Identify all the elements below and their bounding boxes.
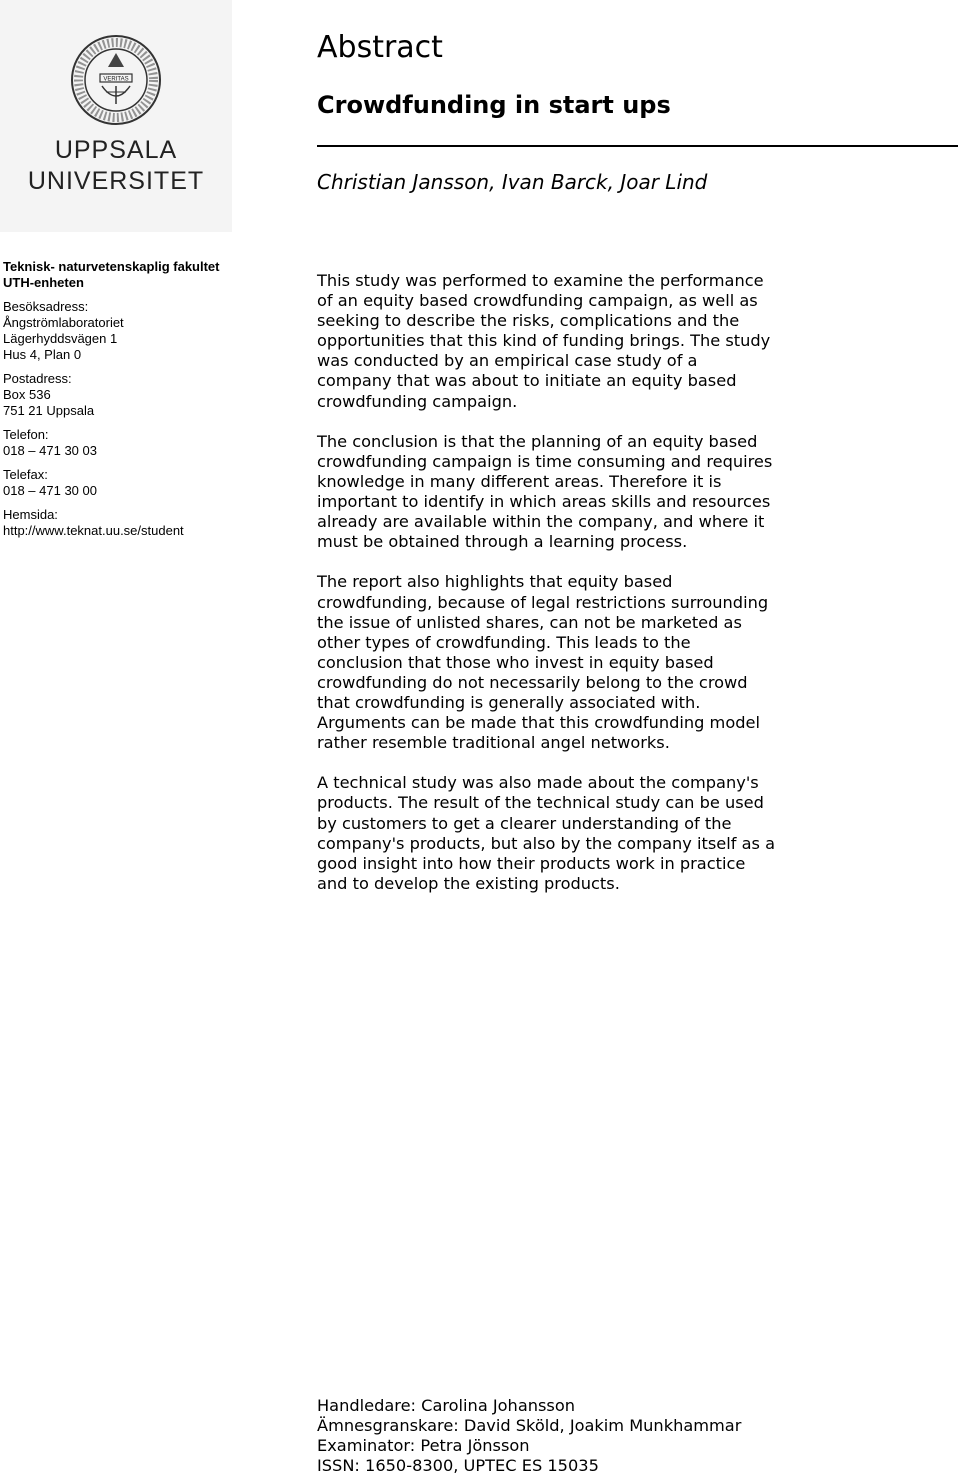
visit-line: Lägerhyddsvägen 1 [3,331,118,346]
postal-address [3,371,220,419]
fax [3,467,220,499]
faculty-unit: UTH-enheten [3,275,84,290]
website-link[interactable]: http://www.teknat.uu.se/student [3,523,184,538]
university-logo [0,0,232,232]
abstract-body [317,271,787,914]
university-seal-icon [70,34,162,126]
visit-line: Hus 4, Plan 0 [3,347,82,362]
post-line: Box 536 [3,387,51,402]
faculty-contact [3,259,220,539]
abstract-paragraph: The report also highlights that equity based crowdfunding, because of legal restrictions surrounding the issue of unlisted shares, can not be marketed as other types of crowdfunding. This leads to the conclusion that those who invest in equity based crowdfunding do not necessarily belong to the crowd that crowdfunding is generally associated with. Arguments can be made that this crowdfunding model rather resemble traditional angel networks. [317,572,769,753]
document-title: Crowdfunding in start ups [317,91,671,119]
authors: Christian Jansson, Ivan Barck, Joar Lind [317,170,708,194]
visit-address [3,299,220,363]
fax-number: 018 – 471 30 00 [3,483,97,498]
post-line: 751 21 Uppsala [3,403,95,418]
phone [3,427,220,459]
abstract-paragraph: This study was performed to examine the performance of an equity based crowdfunding campaign, as well as seeking to describe the risks, complications and the opportunities that this kind of funding brings. The study was conducted by an empirical case study of a company that was about to initiate an equity based crowdfunding campaign. [317,271,771,411]
faculty-name: Teknisk- naturvetenskaplig fakultet [3,259,220,274]
abstract-paragraph: A technical study was also made about the company's products. The result of the technical study can be used by customers to get a clearer understanding of the company's products, but also by the company itself as a good insight into how their products work in practice and to develop the existing products. [317,773,776,893]
supervisor: Handledare: Carolina Johansson [317,1396,576,1415]
post-label: Postadress: [3,371,72,386]
subject-reviewer: Ämnesgranskare: David Sköld, Joakim Munkhammar [317,1416,742,1436]
visit-label: Besöksadress: [3,299,89,314]
title-divider [317,145,958,147]
university-name-line2: UNIVERSITET [27,167,205,195]
abstract-paragraph: The conclusion is that the planning of an equity based crowdfunding campaign is time consuming and requires knowledge in many different areas. Therefore it is important to identify in which areas skills and resources already are available within the company, and where it must be obtained through a learning process. [317,431,773,552]
university-name-line1: UPPSALA [54,136,178,164]
abstract-heading: Abstract [317,30,443,65]
phone-number: 018 – 471 30 03 [3,443,97,458]
seal-inner-text: VERITAS [103,76,129,83]
credits [317,1396,741,1476]
website-label: Hemsida: [3,507,58,522]
fax-label: Telefax: [3,467,48,482]
visit-line: Ångströmlaboratoriet [3,315,124,330]
examiner: Examinator: Petra Jönsson [317,1436,530,1456]
phone-label: Telefon: [3,427,49,442]
website [3,507,220,539]
issn: ISSN: 1650-8300, UPTEC ES 15035 [317,1456,599,1476]
